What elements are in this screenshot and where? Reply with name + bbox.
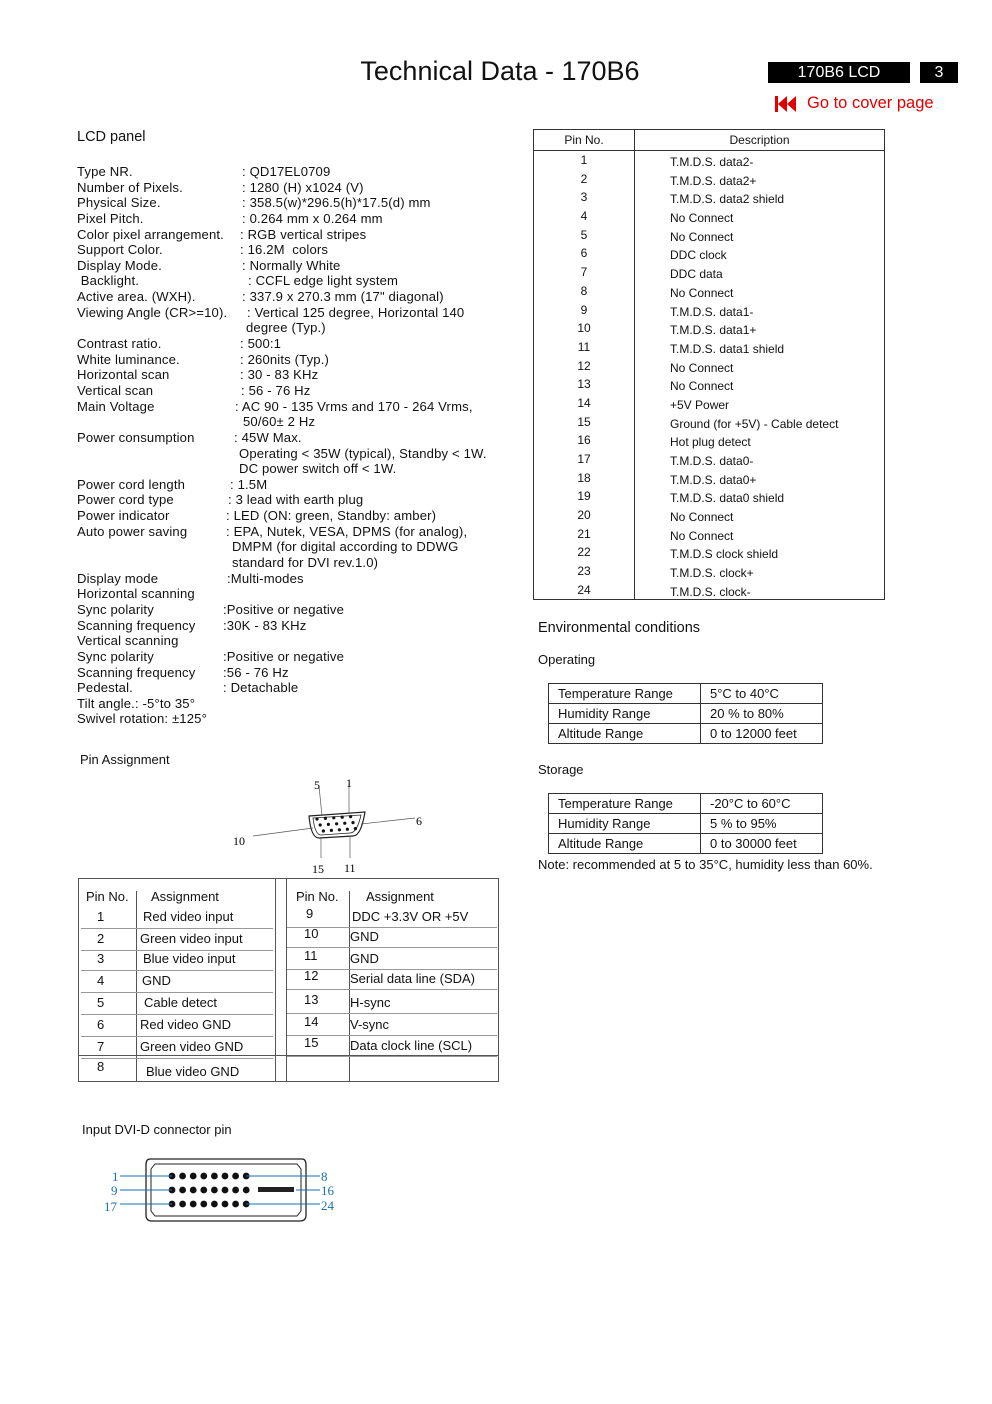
spec-value: : RGB vertical stripes bbox=[240, 226, 367, 242]
vga-pin-number: 13 bbox=[304, 992, 319, 1007]
dvi-pin-number: 15 bbox=[577, 414, 591, 429]
vga-pin-dot bbox=[335, 822, 338, 825]
vga-pin-name: Red video input bbox=[143, 909, 234, 924]
dvi-pin-description: T.M.D.S. data2 shield bbox=[670, 192, 785, 207]
environment-note: Note: recommended at 5 to 35°C, humidity less than 60%. bbox=[538, 857, 873, 872]
spec-value: : QD17EL0709 bbox=[242, 164, 331, 179]
dvi-pin-description: DDC data bbox=[670, 267, 723, 282]
storage-label: Storage bbox=[538, 762, 584, 777]
row-divider bbox=[287, 1013, 497, 1014]
dvi-pin-description: No Connect bbox=[670, 211, 734, 226]
dvi-pin-description: T.M.D.S. data1 shield bbox=[670, 341, 785, 356]
row-divider bbox=[81, 1058, 273, 1059]
dvi-pin-number: 24 bbox=[577, 582, 591, 597]
spec-label: Color pixel arrangement. bbox=[77, 226, 224, 242]
dvi-pin-dot bbox=[179, 1201, 186, 1208]
spec-value: : 1.5M bbox=[230, 476, 268, 492]
vga-pin-dot bbox=[349, 815, 352, 818]
dvi-pin-dot bbox=[222, 1201, 229, 1208]
dvi-pin-number: 21 bbox=[577, 526, 591, 541]
col-pin-header-left: Pin No. bbox=[86, 889, 129, 904]
dvi-pin-dot bbox=[232, 1187, 239, 1194]
row-divider bbox=[81, 928, 273, 929]
vga-pin-number: 14 bbox=[304, 1014, 319, 1029]
vga-pin-name: GND bbox=[142, 973, 171, 988]
vga-pin-dot bbox=[346, 828, 349, 831]
vga-pin-number: 15 bbox=[304, 1035, 319, 1050]
spec-value: DMPM (for digital according to DDWG bbox=[232, 539, 459, 555]
dvi-pin-number: 17 bbox=[577, 452, 591, 466]
dvi-label-8: 8 bbox=[321, 1169, 328, 1184]
vga-pin-number: 2 bbox=[97, 931, 105, 946]
spec-value: :30K - 83 KHz bbox=[223, 617, 307, 633]
spec-value: : EPA, Nutek, VESA, DPMS (for analog), bbox=[226, 523, 468, 539]
dvi-pin-number: 16 bbox=[577, 433, 591, 448]
vga-label-11: 11 bbox=[344, 861, 356, 875]
vga-pin-name: Blue video GND bbox=[146, 1064, 240, 1079]
spec-label: Contrast ratio. bbox=[77, 336, 162, 352]
dvi-pin-number: 1 bbox=[580, 153, 588, 167]
spec-label: Pixel Pitch. bbox=[77, 210, 144, 226]
vga-pin-dot bbox=[322, 829, 325, 832]
spec-value: : 337.9 x 270.3 mm (17" diagonal) bbox=[242, 289, 444, 305]
dvi-pin-dot bbox=[222, 1173, 229, 1180]
dvi-pin-table bbox=[533, 129, 885, 600]
vga-pin-dot bbox=[315, 817, 318, 820]
dvi-pin-description: DDC clock bbox=[670, 248, 727, 263]
row-divider bbox=[287, 927, 497, 928]
spec-label: Tilt angle.: -5°to 35° bbox=[77, 695, 196, 711]
dvi-pin-number: 7 bbox=[580, 265, 588, 280]
dvi-pin-description: T.M.D.S. data1+ bbox=[670, 323, 757, 338]
vga-pin-name: Data clock line (SCL) bbox=[350, 1038, 473, 1053]
dvi-label-16: 16 bbox=[321, 1183, 334, 1198]
env-value: -20°C to 60°C bbox=[701, 794, 823, 814]
vga-pin-number: 7 bbox=[97, 1039, 105, 1054]
vga-pin-name: Red video GND bbox=[140, 1017, 232, 1032]
vga-connector-diagram bbox=[225, 770, 445, 880]
spec-label: Main Voltage bbox=[77, 398, 155, 414]
spec-label: Display Mode. bbox=[77, 257, 162, 273]
spec-label: Backlight. bbox=[77, 273, 140, 289]
dvi-pin-number: 12 bbox=[577, 358, 591, 373]
spec-value: : 30 - 83 KHz bbox=[240, 367, 319, 383]
vga-pin-dot bbox=[354, 827, 357, 830]
dvi-pin-table-header bbox=[534, 130, 884, 151]
spec-label: Physical Size. bbox=[77, 195, 161, 211]
spec-value: DC power switch off < 1W. bbox=[239, 461, 397, 477]
dvi-pin-description: Hot plug detect bbox=[670, 435, 751, 450]
spec-value: 50/60± 2 Hz bbox=[243, 414, 316, 430]
spec-label: Horizontal scan bbox=[77, 367, 170, 383]
dvi-pin-number: 5 bbox=[580, 227, 588, 242]
dvi-pin-dot bbox=[211, 1173, 218, 1180]
operating-label: Operating bbox=[538, 652, 596, 667]
spec-value: : CCFL edge light system bbox=[248, 273, 399, 289]
dvi-pin-dot bbox=[179, 1187, 186, 1194]
vga-pin-number: 3 bbox=[97, 951, 105, 966]
dvi-label-17: 17 bbox=[104, 1199, 117, 1214]
dvi-pin-number: 6 bbox=[580, 246, 588, 261]
spec-value: : Detachable bbox=[223, 680, 299, 696]
vga-pin-number: 6 bbox=[97, 1017, 105, 1032]
spec-label: Power cord type bbox=[77, 492, 174, 508]
dvi-pin-dot bbox=[211, 1187, 218, 1194]
dvi-pin-dot bbox=[243, 1187, 250, 1194]
vga-label-6: 6 bbox=[416, 814, 422, 828]
vga-pin-name: H-sync bbox=[350, 995, 391, 1010]
dvi-pin-number: 4 bbox=[580, 209, 588, 224]
spec-label: Active area. (WXH). bbox=[77, 289, 196, 305]
dvi-label-9: 9 bbox=[111, 1183, 118, 1198]
spec-label: Type NR. bbox=[77, 164, 133, 179]
env-row bbox=[549, 684, 823, 704]
vga-pin-name: Serial data line (SDA) bbox=[350, 971, 475, 986]
spec-label: Viewing Angle (CR>=10). bbox=[77, 304, 228, 320]
vga-pin-number: 4 bbox=[97, 973, 105, 988]
spec-value: : 260nits (Typ.) bbox=[240, 351, 329, 367]
vga-label-10: 10 bbox=[233, 834, 245, 848]
row-divider bbox=[81, 970, 273, 971]
dvi-pin-dot bbox=[190, 1201, 197, 1208]
spec-label: Power indicator bbox=[77, 508, 170, 524]
dvi-pin-dot bbox=[179, 1173, 186, 1180]
col-assignment-header-right: Assignment bbox=[366, 889, 434, 904]
col-pin-header-right: Pin No. bbox=[296, 889, 339, 904]
spec-label: Auto power saving bbox=[77, 523, 188, 539]
vga-pin-name: Green video GND bbox=[140, 1039, 244, 1054]
vga-label-15: 15 bbox=[312, 862, 324, 876]
dvi-pin-dot bbox=[200, 1201, 207, 1208]
spec-value: :Multi-modes bbox=[227, 570, 304, 586]
row-divider bbox=[81, 1014, 273, 1015]
environment-heading: Environmental conditions bbox=[538, 620, 701, 636]
spec-label: Horizontal scanning bbox=[77, 586, 195, 602]
spec-value: :Positive or negative bbox=[223, 601, 345, 617]
dvi-pin-description: T.M.D.S. clock- bbox=[670, 584, 751, 599]
dvi-label-24: 24 bbox=[321, 1198, 334, 1213]
env-row bbox=[549, 814, 823, 834]
spec-value: : Normally White bbox=[242, 257, 341, 273]
dvi-pin-description: T.M.D.S. clock+ bbox=[670, 566, 754, 581]
vga-pin-number: 11 bbox=[304, 948, 318, 963]
row-divider bbox=[81, 992, 273, 993]
spec-value: : Vertical 125 degree, Horizontal 140 bbox=[247, 304, 465, 320]
vga-pin-name: GND bbox=[350, 929, 379, 944]
go-to-cover-link[interactable] bbox=[775, 94, 934, 113]
dvi-pin-numbers bbox=[534, 151, 635, 599]
vga-pin-name: DDC +3.3V OR +5V bbox=[352, 909, 469, 924]
spec-value: : 56 - 76 Hz bbox=[241, 382, 311, 398]
spec-value: : 45W Max. bbox=[234, 429, 302, 445]
dvi-pin-number: 8 bbox=[580, 283, 588, 298]
dvi-pin-description: Ground (for +5V) - Cable detect bbox=[670, 416, 839, 431]
spec-label: White luminance. bbox=[77, 351, 180, 367]
dvi-pin-dot bbox=[200, 1173, 207, 1180]
env-value: 5°C to 40°C bbox=[701, 684, 823, 704]
env-value: 5 % to 95% bbox=[701, 814, 823, 834]
dvi-connector-diagram bbox=[100, 1155, 345, 1225]
dvi-pin-description: No Connect bbox=[670, 360, 734, 375]
dvi-pin-number: 10 bbox=[577, 321, 591, 336]
pin-assignment-heading: Pin Assignment bbox=[80, 752, 170, 767]
vga-pin-number: 8 bbox=[97, 1059, 105, 1074]
env-value: 0 to 12000 feet bbox=[701, 724, 823, 744]
dvi-pin-number: 22 bbox=[577, 545, 591, 560]
vga-pin-assignment-table bbox=[78, 878, 499, 1082]
spec-value: : LED (ON: green, Standby: amber) bbox=[226, 508, 437, 524]
spec-label: Pedestal. bbox=[77, 680, 133, 696]
dvi-pin-number: 23 bbox=[577, 564, 591, 579]
vga-label-5: 5 bbox=[314, 778, 320, 792]
page-number: 3 bbox=[920, 62, 958, 83]
vga-pin-number: 5 bbox=[97, 995, 105, 1010]
dvi-pin-description: No Connect bbox=[670, 510, 734, 525]
vga-pin-dot bbox=[327, 823, 330, 826]
dvi-pin-description: No Connect bbox=[670, 379, 734, 394]
vga-pin-dot bbox=[330, 829, 333, 832]
vga-label-1: 1 bbox=[346, 776, 352, 790]
dvi-pin-description: T.M.D.S. data0- bbox=[670, 454, 754, 468]
spec-label: Support Color. bbox=[77, 242, 163, 258]
dvi-pin-number: 14 bbox=[577, 395, 591, 410]
vga-pin-dot bbox=[319, 823, 322, 826]
dvi-pin-dot bbox=[211, 1201, 218, 1208]
env-name: Altitude Range bbox=[549, 724, 701, 744]
spec-label: Sync polarity bbox=[77, 601, 154, 617]
dvi-pin-description: No Connect bbox=[670, 229, 734, 244]
model-badge: 170B6 LCD bbox=[768, 62, 910, 83]
vga-pin-dot bbox=[332, 816, 335, 819]
spec-value: standard for DVI rev.1.0) bbox=[232, 555, 379, 571]
row-divider bbox=[287, 969, 497, 970]
spec-value: Operating < 35W (typical), Standby < 1W. bbox=[239, 445, 487, 461]
spec-label: Vertical scanning bbox=[77, 633, 179, 649]
spec-label: Vertical scan bbox=[77, 382, 154, 398]
col-description: Description bbox=[729, 133, 790, 147]
vga-pin-number: 9 bbox=[306, 906, 314, 921]
dvi-pin-number: 19 bbox=[577, 489, 591, 504]
spec-value: : 1280 (H) x1024 (V) bbox=[242, 179, 364, 195]
vga-pin-dot bbox=[324, 817, 327, 820]
dvi-pin-description: No Connect bbox=[670, 285, 734, 300]
spec-label: Sync polarity bbox=[77, 648, 154, 664]
rewind-icon bbox=[775, 96, 797, 112]
spec-value: : 3 lead with earth plug bbox=[228, 492, 364, 508]
vga-pin-dot bbox=[338, 828, 341, 831]
dvi-pin-number: 11 bbox=[577, 339, 591, 354]
dvi-pin-dot bbox=[190, 1187, 197, 1194]
dvi-pin-description: No Connect bbox=[670, 528, 734, 543]
vga-pin-name: Cable detect bbox=[144, 995, 217, 1010]
row-divider bbox=[81, 1036, 273, 1037]
env-row bbox=[549, 704, 823, 724]
vga-pin-dot bbox=[351, 821, 354, 824]
dvi-heading: Input DVI-D connector pin bbox=[82, 1122, 232, 1137]
dvi-pin-description: +5V Power bbox=[670, 397, 730, 412]
dvi-pin-number: 3 bbox=[580, 190, 588, 205]
spec-value: : 16.2M colors bbox=[240, 242, 329, 258]
dvi-pin-number: 13 bbox=[577, 377, 591, 392]
env-value: 20 % to 80% bbox=[701, 704, 823, 724]
dvi-pin-description: T.M.D.S clock shield bbox=[670, 547, 779, 562]
env-name: Altitude Range bbox=[549, 834, 701, 854]
env-row bbox=[549, 724, 823, 744]
dvi-pin-description: T.M.D.S. data0 shield bbox=[670, 491, 785, 506]
dvi-pin-description: T.M.D.S. data2+ bbox=[670, 173, 757, 188]
env-name: Humidity Range bbox=[549, 814, 701, 834]
env-name: Humidity Range bbox=[549, 704, 701, 724]
dvi-pin-number: 18 bbox=[577, 470, 591, 485]
dvi-pin-number: 9 bbox=[580, 302, 588, 317]
spec-label: Scanning frequency bbox=[77, 617, 196, 633]
spec-value: degree (Typ.) bbox=[246, 320, 326, 336]
operating-table bbox=[548, 683, 823, 744]
spec-value: : 0.264 mm x 0.264 mm bbox=[242, 210, 383, 226]
dvi-label-1: 1 bbox=[112, 1169, 119, 1184]
dvi-pin-dot bbox=[200, 1187, 207, 1194]
dvi-flat-blade bbox=[258, 1187, 294, 1192]
storage-table bbox=[548, 793, 823, 854]
env-value: 0 to 30000 feet bbox=[701, 834, 823, 854]
vga-pin-number: 10 bbox=[304, 926, 319, 941]
dvi-pin-number: 2 bbox=[580, 171, 588, 186]
vga-pin-number: 1 bbox=[97, 909, 105, 924]
vga-pin-dot bbox=[343, 822, 346, 825]
col-pin-no: Pin No. bbox=[534, 130, 635, 150]
spec-value: :Positive or negative bbox=[223, 648, 345, 664]
vga-pin-number: 12 bbox=[304, 968, 319, 983]
dvi-pin-description: T.M.D.S. data2- bbox=[670, 155, 754, 169]
row-divider bbox=[287, 989, 497, 990]
dvi-pin-dot bbox=[232, 1173, 239, 1180]
spec-value: : AC 90 - 135 Vrms and 170 - 264 Vrms, bbox=[235, 398, 473, 414]
spec-label: Power cord length bbox=[77, 476, 186, 492]
dvi-pin-dot bbox=[222, 1187, 229, 1194]
row-divider bbox=[287, 1035, 497, 1036]
env-row bbox=[549, 834, 823, 854]
env-name: Temperature Range bbox=[549, 684, 701, 704]
dvi-pin-descriptions bbox=[635, 151, 884, 599]
row-divider bbox=[287, 1056, 497, 1057]
vga-pin-name: Green video input bbox=[140, 931, 243, 946]
env-row bbox=[549, 794, 823, 814]
dvi-pin-dot bbox=[190, 1173, 197, 1180]
vga-pin-dot bbox=[341, 816, 344, 819]
vga-pin-name: GND bbox=[350, 951, 379, 966]
col-assignment-header-left: Assignment bbox=[151, 889, 219, 904]
spec-value: :56 - 76 Hz bbox=[223, 664, 289, 680]
dvi-pin-dot bbox=[232, 1201, 239, 1208]
spec-value: : 500:1 bbox=[240, 336, 282, 352]
spec-label: Display mode bbox=[77, 570, 159, 586]
vga-pin-name: V-sync bbox=[350, 1017, 390, 1032]
page-title: Technical Data - 170B6 bbox=[360, 56, 640, 86]
go-to-cover-label: Go to cover page bbox=[807, 94, 934, 112]
dvi-pins bbox=[169, 1173, 250, 1208]
spec-label: Scanning frequency bbox=[77, 664, 196, 680]
dvi-pin-description: T.M.D.S. data0+ bbox=[670, 472, 757, 487]
row-divider bbox=[287, 947, 497, 948]
spec-label: Swivel rotation: ±125° bbox=[77, 711, 207, 727]
spec-label: Number of Pixels. bbox=[77, 179, 183, 195]
spec-label: Power consumption bbox=[77, 429, 195, 445]
lcd-panel-heading: LCD panel bbox=[77, 129, 146, 145]
vga-pin-name: Blue video input bbox=[143, 951, 236, 966]
dvi-pin-number: 20 bbox=[577, 508, 591, 523]
spec-value: : 358.5(w)*296.5(h)*17.5(d) mm bbox=[242, 195, 431, 211]
env-name: Temperature Range bbox=[549, 794, 701, 814]
dvi-pin-description: T.M.D.S. data1- bbox=[670, 304, 754, 319]
